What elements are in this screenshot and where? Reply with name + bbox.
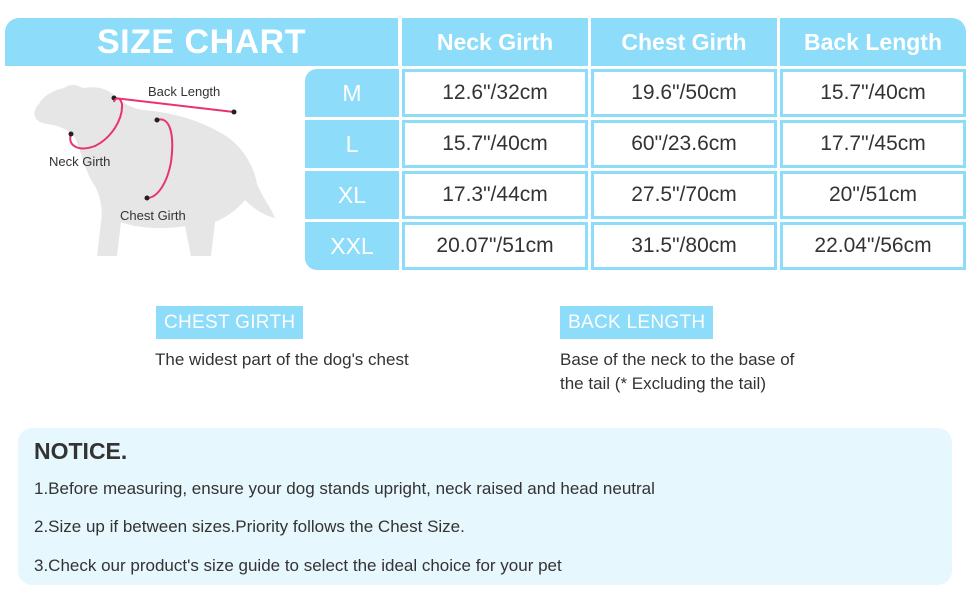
cell-l-neck: 15.7"/40cm: [402, 120, 588, 168]
neck-girth-diagram-label: Neck Girth: [49, 154, 111, 169]
header-back-length: Back Length: [780, 18, 966, 66]
cell-l-chest: 60"/23.6cm: [591, 120, 777, 168]
cell-m-chest: 19.6"/50cm: [591, 69, 777, 117]
size-chart-title: SIZE CHART: [5, 18, 398, 66]
cell-xxl-neck: 20.07"/51cm: [402, 222, 588, 270]
chest-girth-bottom-dot: [145, 196, 150, 201]
back-length-diagram-label: Back Length: [148, 84, 221, 99]
size-label-l: L: [305, 120, 399, 168]
cell-m-neck: 12.6"/32cm: [402, 69, 588, 117]
notice-title: NOTICE.: [34, 438, 128, 464]
chest-girth-label: CHEST GIRTH: [156, 306, 303, 339]
header-neck-girth: Neck Girth: [402, 18, 588, 66]
back-length-end-dot: [232, 110, 237, 115]
header-chest-girth: Chest Girth: [591, 18, 777, 66]
back-length-label: BACK LENGTH: [560, 306, 713, 339]
notice-item-2: 2.Size up if between sizes.Priority follows the Chest Size.: [34, 517, 465, 536]
cell-l-back: 17.7"/45cm: [780, 120, 966, 168]
notice-item-1: 1.Before measuring, ensure your dog stands upright, neck raised and head neutral: [34, 479, 655, 498]
dog-silhouette-icon: [34, 85, 275, 256]
size-label-xxl: XXL: [305, 222, 399, 270]
chest-girth-diagram-label: Chest Girth: [120, 208, 186, 223]
neck-girth-dot: [69, 132, 74, 137]
back-length-description-line1: Base of the neck to the base of: [560, 350, 795, 369]
size-label-m: M: [305, 69, 399, 117]
back-length-description-line2: the tail (* Excluding the tail): [560, 374, 766, 393]
chest-girth-top-dot: [155, 118, 160, 123]
cell-xl-chest: 27.5"/70cm: [591, 171, 777, 219]
cell-xl-neck: 17.3"/44cm: [402, 171, 588, 219]
cell-xxl-chest: 31.5"/80cm: [591, 222, 777, 270]
cell-xl-back: 20"/51cm: [780, 171, 966, 219]
cell-m-back: 15.7"/40cm: [780, 69, 966, 117]
size-label-xl: XL: [305, 171, 399, 219]
chest-girth-description: The widest part of the dog's chest: [155, 350, 409, 369]
cell-xxl-back: 22.04"/56cm: [780, 222, 966, 270]
notice-item-3: 3.Check our product's size guide to select the ideal choice for your pet: [34, 556, 562, 575]
